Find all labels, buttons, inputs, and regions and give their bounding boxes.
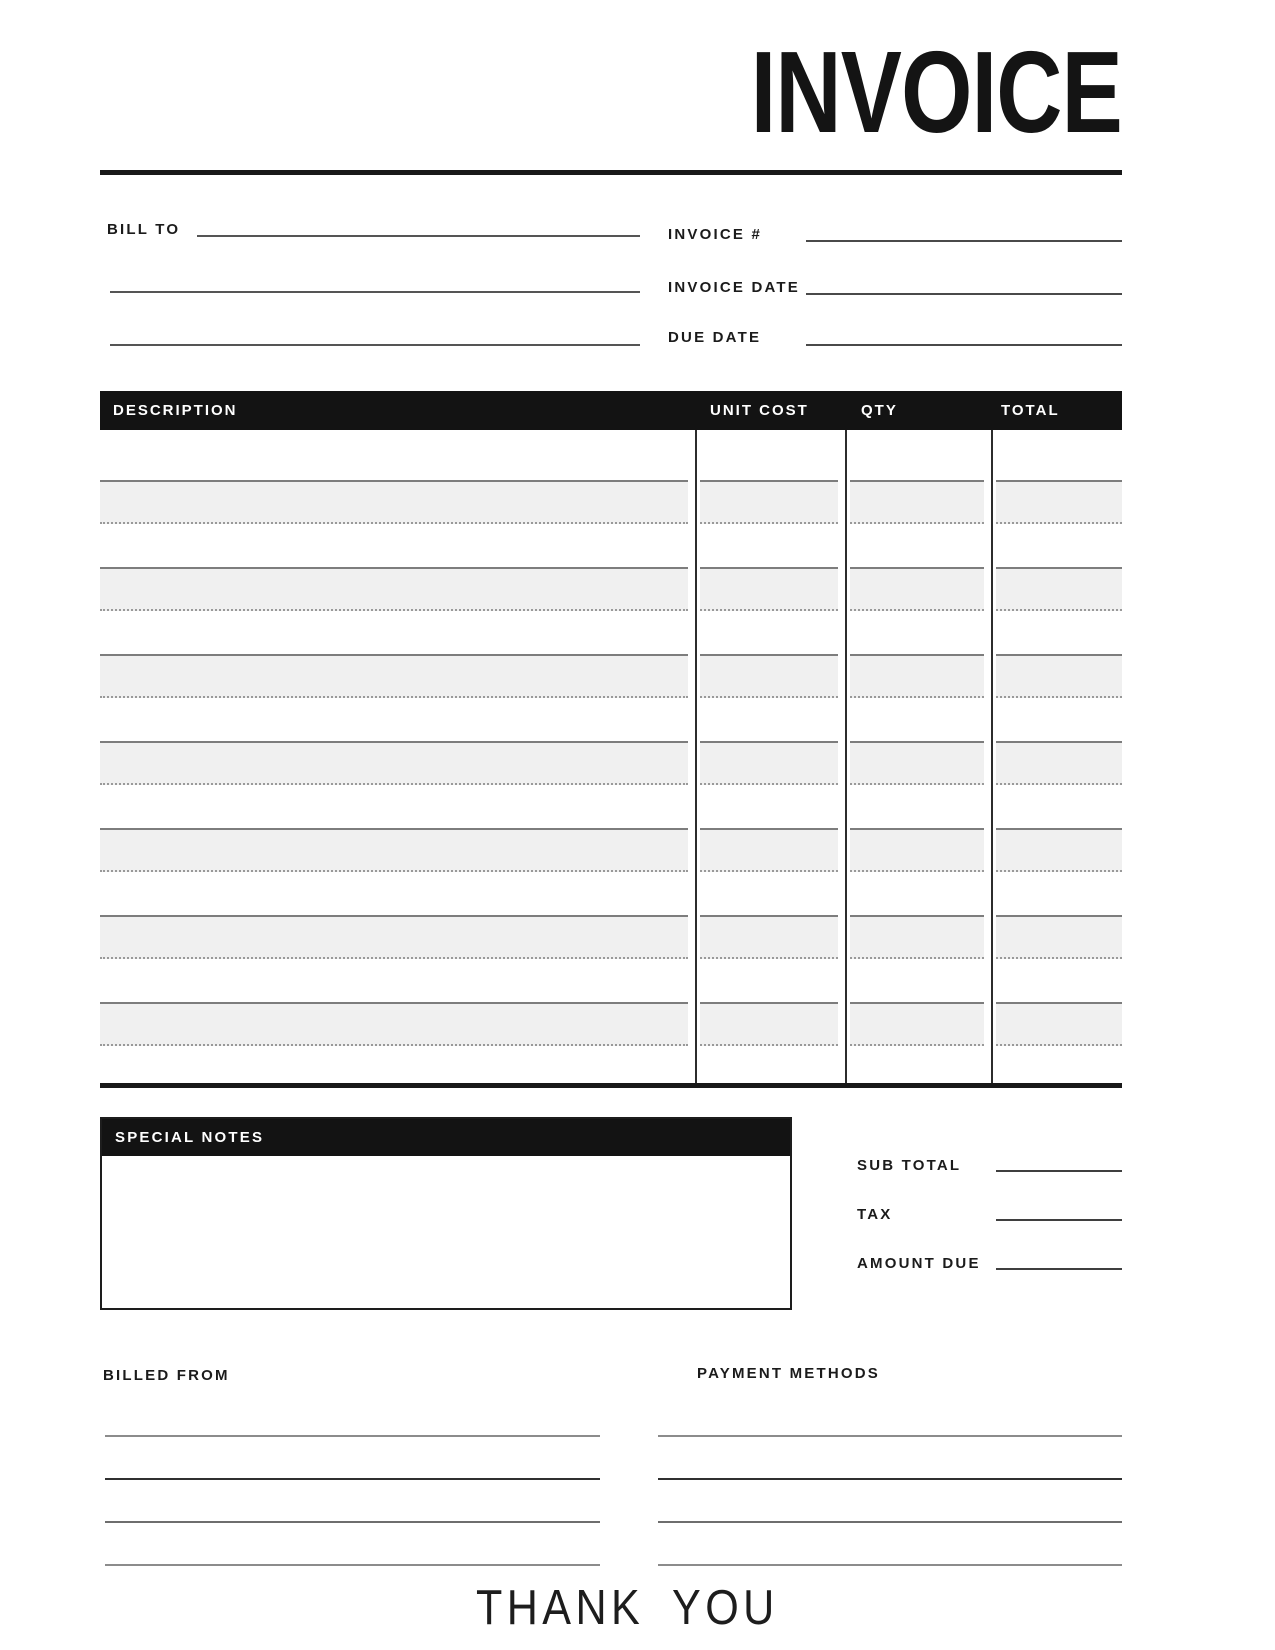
thank-you-text: THANK YOU [476,1581,779,1635]
special-notes-label: SPECIAL NOTES [115,1129,265,1146]
table-bottom-divider [100,1083,1122,1088]
fill-in-line[interactable] [105,1521,600,1523]
item-row-cell[interactable] [100,743,688,785]
item-row-cell[interactable] [700,830,838,872]
due-date-line[interactable] [806,344,1122,346]
invoice-number-label: INVOICE # [668,226,762,243]
table-body [100,430,1122,1083]
item-row-cell[interactable] [700,656,838,698]
tax-line[interactable] [996,1219,1122,1221]
item-row-cell[interactable] [100,656,688,698]
billed-from-lines [105,1435,600,1580]
invoice-date-line[interactable] [806,293,1122,295]
page-title: INVOICE [750,27,1122,157]
item-row-cell[interactable] [850,830,984,872]
item-row-cell[interactable] [100,569,688,611]
payment-methods-label: PAYMENT METHODS [697,1365,881,1382]
item-row-cell[interactable] [996,830,1122,872]
item-row-cell[interactable] [996,482,1122,524]
item-row-cell[interactable] [700,917,838,959]
item-row-cell[interactable] [850,569,984,611]
special-notes-box[interactable] [100,1117,792,1310]
amount-due-line[interactable] [996,1268,1122,1270]
item-row-cell[interactable] [996,656,1122,698]
sub-total-line[interactable] [996,1170,1122,1172]
billed-from-label: BILLED FROM [103,1367,230,1384]
due-date-label: DUE DATE [668,329,762,346]
item-row-cell[interactable] [850,917,984,959]
item-row-cell[interactable] [996,569,1122,611]
fill-in-line[interactable] [658,1478,1122,1480]
invoice-date-label: INVOICE DATE [668,279,800,296]
item-row-cell[interactable] [850,482,984,524]
item-row-cell[interactable] [100,482,688,524]
bill-to-line-2[interactable] [110,291,640,293]
tax-label: TAX [857,1206,893,1223]
item-row-cell[interactable] [700,569,838,611]
column-divider-1 [695,430,697,1083]
item-row-cell[interactable] [850,656,984,698]
fill-in-line[interactable] [105,1564,600,1566]
item-row-cell[interactable] [996,743,1122,785]
top-divider [100,170,1122,175]
col-total-label: TOTAL [1001,402,1060,419]
item-row-cell[interactable] [850,1004,984,1046]
item-row-cell[interactable] [996,917,1122,959]
fill-in-line[interactable] [105,1478,600,1480]
col-unit-cost-label: UNIT COST [710,402,809,419]
bill-to-line-3[interactable] [110,344,640,346]
item-row-cell[interactable] [996,1004,1122,1046]
item-row-cell[interactable] [700,743,838,785]
amount-due-label: AMOUNT DUE [857,1255,981,1272]
bill-to-label: BILL TO [107,221,181,238]
bill-to-line-1[interactable] [197,235,640,237]
sub-total-label: SUB TOTAL [857,1157,962,1174]
invoice-number-line[interactable] [806,240,1122,242]
column-divider-3 [991,430,993,1083]
item-row-cell[interactable] [100,917,688,959]
fill-in-line[interactable] [658,1521,1122,1523]
item-row-cell[interactable] [100,830,688,872]
special-notes-header [102,1119,790,1156]
fill-in-line[interactable] [658,1564,1122,1566]
payment-methods-lines [658,1435,1122,1580]
fill-in-line[interactable] [658,1435,1122,1437]
table-header [100,391,1122,430]
column-divider-2 [845,430,847,1083]
col-qty-label: QTY [861,402,898,419]
item-row-cell[interactable] [850,743,984,785]
fill-in-line[interactable] [105,1435,600,1437]
item-row-cell[interactable] [700,1004,838,1046]
item-row-cell[interactable] [100,1004,688,1046]
item-row-cell[interactable] [700,482,838,524]
col-description-label: DESCRIPTION [113,402,238,419]
